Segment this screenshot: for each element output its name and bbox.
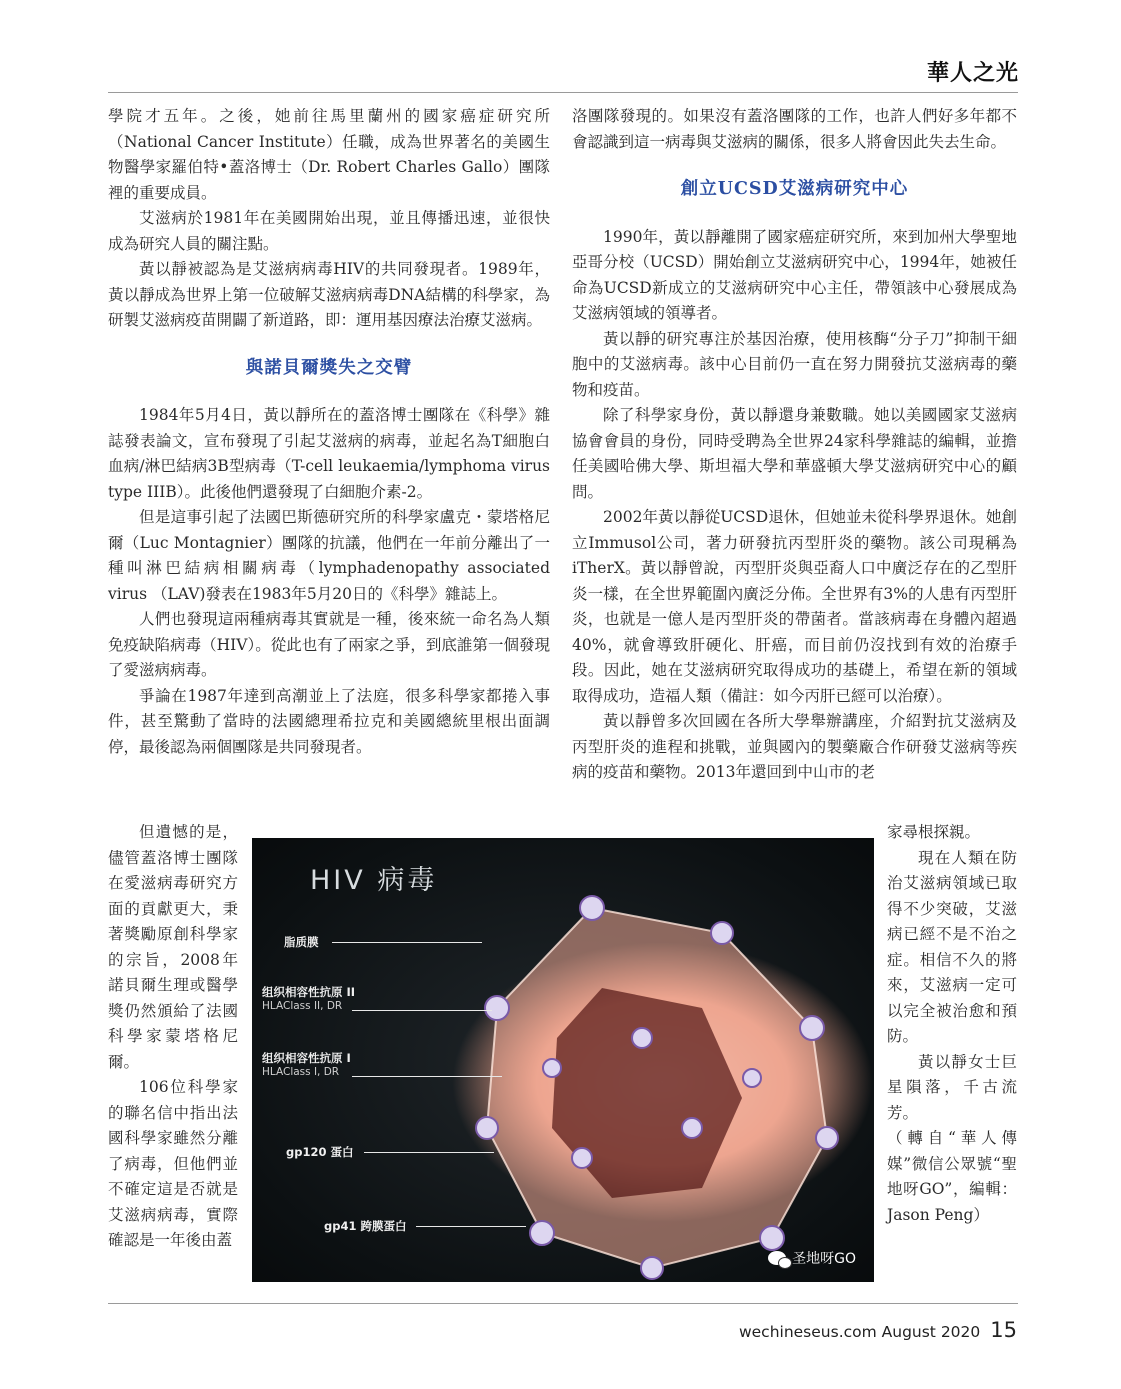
leader-line bbox=[332, 942, 482, 943]
figure-label-sub: HLAClass I, DR bbox=[262, 1066, 340, 1078]
figure-label-text: gp41 跨膜蛋白 bbox=[324, 1219, 407, 1233]
figure-label bbox=[284, 934, 319, 950]
leader-line bbox=[352, 1010, 492, 1011]
section-heading: 創立UCSD艾滋病研究中心 bbox=[680, 179, 909, 199]
paragraph: 除了科學家身份，黃以靜還身兼數職。她以美國國家艾滋病協會會員的身份，同時受聘為全世界24家科學雜誌的編輯，並擔任美國哈佛大學、斯坦福大學和華盛頓大學艾滋病研究中心的顧問。 bbox=[572, 406, 1017, 501]
column-right bbox=[572, 104, 1017, 786]
column-left bbox=[108, 104, 550, 760]
column-left-narrow bbox=[108, 820, 238, 1254]
figure-label-text: 组织相容性抗原 I bbox=[262, 1051, 351, 1065]
paragraph: 洛團隊發現的。如果沒有蓋洛團隊的工作，也許人們好多年都不會認識到這一病毒與艾滋病的關係，很多人將會因此失去生命。 bbox=[572, 107, 1017, 151]
bottom-divider bbox=[108, 1303, 1018, 1304]
figure-label bbox=[286, 1144, 353, 1160]
figure-label bbox=[262, 1050, 351, 1078]
leader-line bbox=[364, 1152, 494, 1153]
paragraph: 黃以靜女士巨星隕落，千古流芳。 bbox=[887, 1052, 1017, 1122]
paragraph: 2002年黃以靜從UCSD退休，但她並未從科學界退休。她創立Immusol公司，著力研發抗丙型肝炎的藥物。該公司現稱為iTherX。黃以靜曾說，丙型肝炎與亞裔人口中廣泛存在的乙型肝炎一樣，在全世界範圍內廣泛分佈。全世界有3%的人患有丙型肝炎，也就是一億人是丙型肝炎的帶菌者。當該病毒在身體內超過40%，就會導致肝硬化、肝癌，而目前仍沒找到有效的治療手段。因此，她在艾滋病研究取得成功的基礎上，希望在新的領域取得成功，造福人類（備註：如今丙肝已經可以治療）。 bbox=[572, 508, 1017, 705]
figure-label bbox=[262, 984, 355, 1012]
page-footer bbox=[739, 1318, 1017, 1342]
paragraph: 家尋根探親。 bbox=[887, 823, 981, 841]
paragraph: 黃以靜的研究專注於基因治療，使用核酶“分子刀”抑制干細胞中的艾滋病毒。該中心目前仍一直在努力開發抗艾滋病毒的藥物和疫苗。 bbox=[572, 329, 1017, 399]
paragraph: 1990年，黃以靜離開了國家癌症研究所，來到加州大學聖地亞哥分校（UCSD）開始創立艾滋病研究中心，1994年，她被任命為UCSD新成立的艾滋病研究中心主任，帶領該中心發展成為艾滋病領域的領導者。 bbox=[572, 227, 1017, 322]
figure-label bbox=[324, 1218, 406, 1234]
section-tag: 華人之光 bbox=[926, 60, 1019, 86]
paragraph: 但是這事引起了法國巴斯德研究所的科學家盧克・蒙塔格尼爾（Luc Montagnier）團隊的抗議，他們在一年前分離出了一種叫淋巴結病相關病毒（lymphadenopathy associated virus （LAV)發表在1983年5月20日的《科學》雜誌上。 bbox=[108, 508, 550, 603]
paragraph: （轉自“華人傳媒”微信公眾號“聖地呀GO”，編輯：Jason Peng） bbox=[887, 1129, 1017, 1224]
figure-title: HIV 病毒 bbox=[310, 865, 438, 896]
leader-line bbox=[352, 1076, 502, 1077]
section-heading: 與諾貝爾獎失之交臂 bbox=[245, 357, 413, 378]
paragraph: 學院才五年。之後，她前往馬里蘭州的國家癌症研究所（National Cancer Institute）任職，成為世界著名的美國生物醫學家羅伯特•蓋洛博士（Dr. Robert Charles Gallo）團隊裡的重要成員。 bbox=[108, 107, 550, 202]
paragraph: 艾滋病於1981年在美國開始出現，並且傳播迅速，並很快成為研究人員的關注點。 bbox=[108, 209, 550, 253]
paragraph: 現在人類在防治艾滋病領域已取得不少突破，艾滋病已經不是不治之症。相信不久的將來，艾滋病一定可以完全被治愈和預防。 bbox=[887, 848, 1017, 1045]
top-divider bbox=[108, 92, 1018, 93]
figure-label-sub: HLAClass II, DR bbox=[262, 1000, 343, 1012]
paragraph: 106位科學家的聯名信中指出法國科學家雖然分離了病毒，但他們並不確定這是否就是艾滋病病毒，實際確認是一年後由蓋 bbox=[108, 1078, 238, 1249]
paragraph: 人們也發現這兩種病毒其實就是一種，後來統一命名為人類免疫缺陷病毒（HIV）。從此也有了兩家之爭，到底誰第一個發現了愛滋病病毒。 bbox=[108, 610, 550, 679]
wechat-watermark bbox=[768, 1248, 856, 1268]
footer-site-date: wechineseus.com August 2020 bbox=[738, 1323, 981, 1341]
page-number: 15 bbox=[990, 1318, 1017, 1342]
paragraph: 1984年5月4日，黃以靜所在的蓋洛博士團隊在《科學》雜誌發表論文，宣布發現了引起艾滋病的病毒，並起名為T細胞白血病/淋巴結病3B型病毒（T-cell leukaemia/lymphoma virus type IIIB）。此後他們還發現了白細胞介素-2。 bbox=[108, 406, 550, 501]
figure-label-text: 脂质膜 bbox=[284, 935, 319, 949]
paragraph: 但遺憾的是，儘管蓋洛博士團隊在愛滋病毒研究方面的貢獻更大，秉著獎勵原創科學家的宗旨，2008年諾貝爾生理或醫學獎仍然頒給了法國科學家蒙塔格尼爾。 bbox=[108, 823, 238, 1071]
watermark-text: 圣地呀GO bbox=[792, 1251, 856, 1267]
wechat-icon bbox=[768, 1251, 786, 1265]
hiv-virus-figure bbox=[252, 838, 874, 1282]
column-right-narrow bbox=[887, 820, 1017, 1228]
leader-line bbox=[416, 1226, 526, 1227]
figure-label-text: gp120 蛋白 bbox=[286, 1145, 354, 1159]
paragraph: 黃以靜曾多次回國在各所大學舉辦講座，介紹對抗艾滋病及丙型肝炎的進程和挑戰，並與國內的製藥廠合作研發艾滋病等疾病的疫苗和藥物。2013年還回到中山市的老 bbox=[572, 712, 1017, 781]
paragraph: 黃以靜被認為是艾滋病病毒HIV的共同發現者。1989年，黃以靜成為世界上第一位破解艾滋病病毒DNA結構的科學家，為研製艾滋病疫苗開闢了新道路，即：運用基因療法治療艾滋病。 bbox=[108, 260, 550, 329]
figure-label-text: 组织相容性抗原 II bbox=[262, 985, 356, 999]
paragraph: 爭論在1987年達到高潮並上了法庭，很多科學家都捲入事件，甚至驚動了當時的法國總理希拉克和美國總統里根出面調停，最後認為兩個團隊是共同發現者。 bbox=[108, 686, 550, 756]
